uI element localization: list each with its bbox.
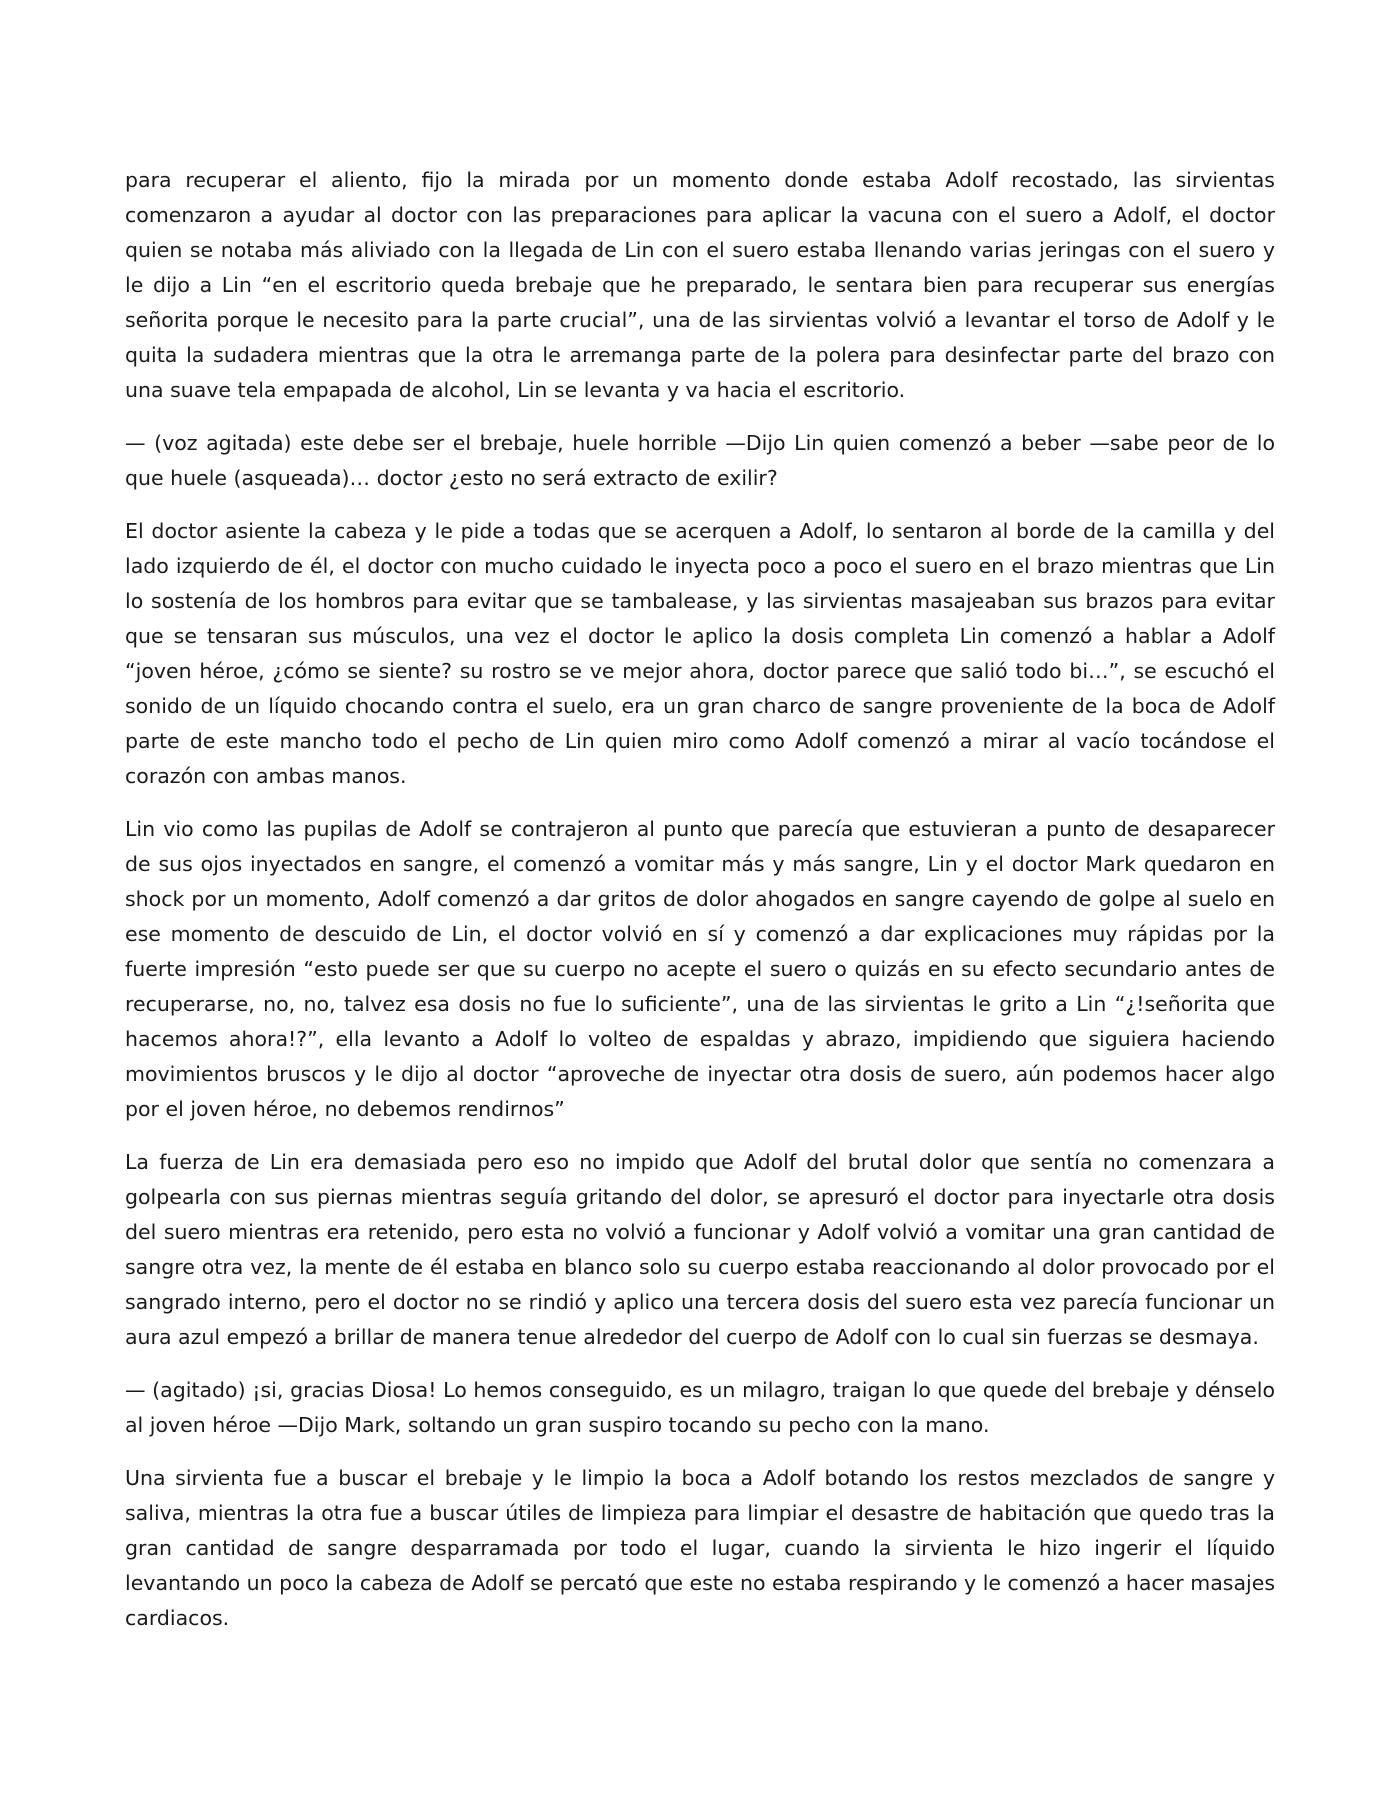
paragraph-6: — (agitado) ¡si, gracias Diosa! Lo hemos conseguido, es un milagro, traigan lo que quede del brebaje y dénselo al joven héroe —Dijo Mark, soltando un gran suspiro tocando su pecho con la mano. <box>125 1378 1275 1437</box>
paragraph-4: Lin vio como las pupilas de Adolf se contrajeron al punto que parecía que estuvieran a punto de desaparecer de sus ojos inyectados en sangre, el comenzó a vomitar más y más sangre, Lin y el doctor Mark quedaron en shock por un momento, Adolf comenzó a dar gritos de dolor ahogados en sangre cayendo de golpe al suelo en ese momento de descuido de Lin, el doctor volvió en sí y comenzó a dar explicaciones muy rápidas por la fuerte impresión “esto puede ser que su cuerpo no acepte el suero o quizás en su efecto secundario antes de recuperarse, no, no, talvez esa dosis no fue lo suficiente”, una de las sirvientas le grito a Lin “¿!señorita que hacemos ahora!?”, ella levanto a Adolf lo volteo de espaldas y abrazo, impidiendo que siguiera haciendo movimientos bruscos y le dijo al doctor “aproveche de inyectar otra dosis de suero, aún podemos hacer algo por el joven héroe, no debemos rendirnos” <box>125 817 1275 1121</box>
paragraph-2: — (voz agitada) este debe ser el brebaje, huele horrible —Dijo Lin quien comenzó a beber —sabe peor de lo que huele (asqueada)… doctor ¿esto no será extracto de exilir? <box>125 431 1275 490</box>
paragraph-3: El doctor asiente la cabeza y le pide a todas que se acerquen a Adolf, lo sentaron al borde de la camilla y del lado izquierdo de él, el doctor con mucho cuidado le inyecta poco a poco el suero en el brazo mientras que Lin lo sostenía de los hombros para evitar que se tambalease, y las sirvientas masajeaban sus brazos para evitar que se tensaran sus músculos, una vez el doctor le aplico la dosis completa Lin comenzó a hablar a Adolf “joven héroe, ¿cómo se siente? su rostro se ve mejor ahora, doctor parece que salió todo bi…”, se escuchó el sonido de un líquido chocando contra el suelo, era un gran charco de sangre proveniente de la boca de Adolf parte de este mancho todo el pecho de Lin quien miro como Adolf comenzó a mirar al vacío tocándose el corazón con ambas manos. <box>125 519 1275 788</box>
document-body <box>125 163 1275 1654</box>
paragraph-7: Una sirvienta fue a buscar el brebaje y le limpio la boca a Adolf botando los restos mezclados de sangre y saliva, mientras la otra fue a buscar útiles de limpieza para limpiar el desastre de habitación que quedo tras la gran cantidad de sangre desparramada por todo el lugar, cuando la sirvienta le hizo ingerir el líquido levantando un poco la cabeza de Adolf se percató que este no estaba respirando y le comenzó a hacer masajes cardiacos. <box>125 1466 1275 1630</box>
paragraph-5: La fuerza de Lin era demasiada pero eso no impido que Adolf del brutal dolor que sentía no comenzara a golpearla con sus piernas mientras seguía gritando del dolor, se apresuró el doctor para inyectarle otra dosis del suero mientras era retenido, pero esta no volvió a funcionar y Adolf volvió a vomitar una gran cantidad de sangre otra vez, la mente de él estaba en blanco solo su cuerpo estaba reaccionando al dolor provocado por el sangrado interno, pero el doctor no se rindió y aplico una tercera dosis del suero esta vez parecía funcionar un aura azul empezó a brillar de manera tenue alrededor del cuerpo de Adolf con lo cual sin fuerzas se desmaya. <box>125 1150 1275 1349</box>
paragraph-1: para recuperar el aliento, fijo la mirada por un momento donde estaba Adolf recostado, las sirvientas comenzaron a ayudar al doctor con las preparaciones para aplicar la vacuna con el suero a Adolf, el doctor quien se notaba más aliviado con la llegada de Lin con el suero estaba llenando varias jeringas con el suero y le dijo a Lin “en el escritorio queda brebaje que he preparado, le sentara bien para recuperar sus energías señorita porque le necesito para la parte crucial”, una de las sirvientas volvió a levantar el torso de Adolf y le quita la sudadera mientras que la otra le arremanga parte de la polera para desinfectar parte del brazo con una suave tela empapada de alcohol, Lin se levanta y va hacia el escritorio. <box>125 168 1275 402</box>
